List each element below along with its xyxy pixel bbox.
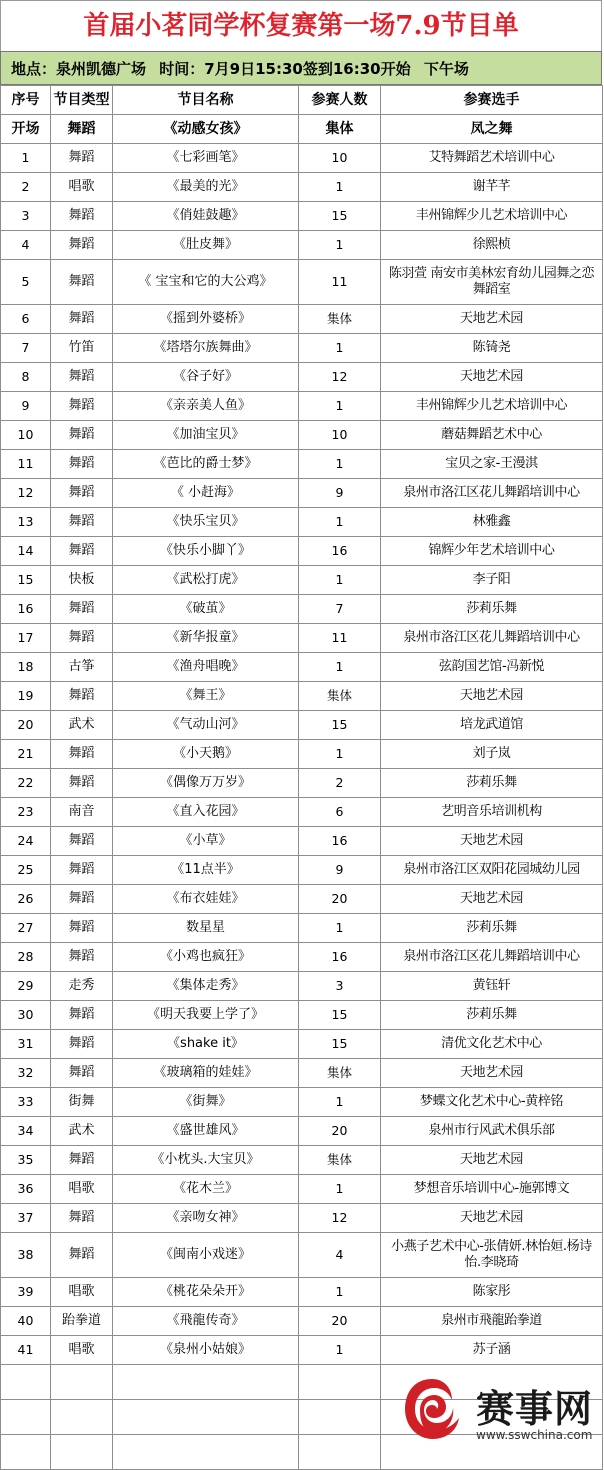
program-type: 武术 xyxy=(51,1117,113,1146)
table-row xyxy=(1,653,603,682)
participant-count: 3 xyxy=(299,972,381,1001)
participant-count: 16 xyxy=(299,827,381,856)
participant-count: 12 xyxy=(299,363,381,392)
participant-count: 20 xyxy=(299,1307,381,1336)
program-name: 《 宝宝和它的大公鸡》 xyxy=(113,260,299,305)
table-row xyxy=(1,827,603,856)
row-number: 11 xyxy=(1,450,51,479)
table-row xyxy=(1,1336,603,1365)
opening-cell: 舞蹈 xyxy=(51,115,113,144)
brand-logo-icon xyxy=(402,1376,462,1442)
participant-name: 陈家彤 xyxy=(381,1278,603,1307)
program-name: 《直入花园》 xyxy=(113,798,299,827)
participant-count: 1 xyxy=(299,1088,381,1117)
program-name: 《盛世雄风》 xyxy=(113,1117,299,1146)
participant-name: 艺明音乐培训机构 xyxy=(381,798,603,827)
participant-count: 4 xyxy=(299,1233,381,1278)
table-row xyxy=(1,1001,603,1030)
table-row xyxy=(1,914,603,943)
program-name: 《玻璃箱的娃娃》 xyxy=(113,1059,299,1088)
participant-count: 11 xyxy=(299,624,381,653)
row-number: 2 xyxy=(1,173,51,202)
program-type: 舞蹈 xyxy=(51,943,113,972)
table-header-row xyxy=(1,86,603,115)
program-type: 舞蹈 xyxy=(51,508,113,537)
program-name: 《小草》 xyxy=(113,827,299,856)
participant-name: 苏子涵 xyxy=(381,1336,603,1365)
row-number: 7 xyxy=(1,334,51,363)
empty-cell xyxy=(51,1400,113,1435)
row-number: 1 xyxy=(1,144,51,173)
participant-count: 6 xyxy=(299,798,381,827)
program-type: 舞蹈 xyxy=(51,740,113,769)
program-type: 舞蹈 xyxy=(51,231,113,260)
program-type: 舞蹈 xyxy=(51,1204,113,1233)
participant-name: 蘑菇舞蹈艺术中心 xyxy=(381,421,603,450)
program-type: 唱歌 xyxy=(51,173,113,202)
table-row xyxy=(1,363,603,392)
program-name: 《破茧》 xyxy=(113,595,299,624)
table-row xyxy=(1,1233,603,1278)
watermark xyxy=(402,1372,598,1450)
program-type: 街舞 xyxy=(51,1088,113,1117)
participant-count: 7 xyxy=(299,595,381,624)
row-number: 4 xyxy=(1,231,51,260)
empty-cell xyxy=(51,1365,113,1400)
participant-name: 刘子岚 xyxy=(381,740,603,769)
opening-row xyxy=(1,115,603,144)
row-number: 16 xyxy=(1,595,51,624)
participant-name: 莎莉乐舞 xyxy=(381,769,603,798)
row-number: 14 xyxy=(1,537,51,566)
event-location: 地点：泉州凯德广场 xyxy=(11,60,147,78)
program-name: 《芭比的爵士梦》 xyxy=(113,450,299,479)
row-number: 39 xyxy=(1,1278,51,1307)
program-name: 《新华报童》 xyxy=(113,624,299,653)
row-number: 21 xyxy=(1,740,51,769)
row-number: 22 xyxy=(1,769,51,798)
program-type: 唱歌 xyxy=(51,1175,113,1204)
program-name: 《shake it》 xyxy=(113,1030,299,1059)
table-row xyxy=(1,260,603,305)
program-name: 《舞王》 xyxy=(113,682,299,711)
header-cell: 参赛人数 xyxy=(299,86,381,115)
opening-cell: 凤之舞 xyxy=(381,115,603,144)
program-name: 《亲亲美人鱼》 xyxy=(113,392,299,421)
participant-name: 小燕子艺术中心-张倩妍.林怡姮.杨诗怡.李晓琦 xyxy=(381,1233,603,1278)
row-number: 10 xyxy=(1,421,51,450)
program-name: 《七彩画笔》 xyxy=(113,144,299,173)
participant-name: 天地艺术园 xyxy=(381,1204,603,1233)
table-row xyxy=(1,566,603,595)
participant-name: 黄钰轩 xyxy=(381,972,603,1001)
program-name: 《明天我要上学了》 xyxy=(113,1001,299,1030)
program-type: 走秀 xyxy=(51,972,113,1001)
row-number: 18 xyxy=(1,653,51,682)
program-type: 竹笛 xyxy=(51,334,113,363)
row-number: 17 xyxy=(1,624,51,653)
table-row xyxy=(1,595,603,624)
program-type: 舞蹈 xyxy=(51,392,113,421)
participant-count: 15 xyxy=(299,1001,381,1030)
participant-count: 集体 xyxy=(299,1059,381,1088)
watermark-url: www.sswchina.com xyxy=(476,1428,593,1442)
header-cell: 参赛选手 xyxy=(381,86,603,115)
table-row xyxy=(1,885,603,914)
program-name: 《街舞》 xyxy=(113,1088,299,1117)
event-session: 下午场 xyxy=(423,60,469,78)
program-name: 《小枕头.大宝贝》 xyxy=(113,1146,299,1175)
empty-cell xyxy=(1,1400,51,1435)
participant-name: 天地艺术园 xyxy=(381,1146,603,1175)
program-type: 舞蹈 xyxy=(51,624,113,653)
empty-cell xyxy=(1,1365,51,1400)
participant-count: 1 xyxy=(299,1278,381,1307)
program-type: 南音 xyxy=(51,798,113,827)
opening-cell: 开场 xyxy=(1,115,51,144)
participant-count: 1 xyxy=(299,566,381,595)
row-number: 36 xyxy=(1,1175,51,1204)
table-row xyxy=(1,1117,603,1146)
participant-count: 1 xyxy=(299,740,381,769)
program-name: 《快乐小脚丫》 xyxy=(113,537,299,566)
program-type: 舞蹈 xyxy=(51,421,113,450)
participant-name: 莎莉乐舞 xyxy=(381,1001,603,1030)
event-info-bar xyxy=(0,51,602,85)
participant-name: 泉州市行风武术俱乐部 xyxy=(381,1117,603,1146)
participant-name: 泉州市洛江区花儿舞蹈培训中心 xyxy=(381,479,603,508)
program-type: 舞蹈 xyxy=(51,682,113,711)
participant-name: 天地艺术园 xyxy=(381,1059,603,1088)
participant-count: 集体 xyxy=(299,1146,381,1175)
participant-name: 锦辉少年艺术培训中心 xyxy=(381,537,603,566)
program-type: 舞蹈 xyxy=(51,144,113,173)
participant-name: 弦韵国艺馆-冯新悦 xyxy=(381,653,603,682)
participant-name: 清优文化艺术中心 xyxy=(381,1030,603,1059)
table-row xyxy=(1,1030,603,1059)
program-name: 《飛龍传奇》 xyxy=(113,1307,299,1336)
program-type: 舞蹈 xyxy=(51,260,113,305)
row-number: 19 xyxy=(1,682,51,711)
row-number: 24 xyxy=(1,827,51,856)
program-type: 武术 xyxy=(51,711,113,740)
program-type: 古筝 xyxy=(51,653,113,682)
program-name: 《俏娃鼓趣》 xyxy=(113,202,299,231)
program-type: 快板 xyxy=(51,566,113,595)
participant-name: 陈羽萱 南安市美林宏育幼儿园舞之恋舞蹈室 xyxy=(381,260,603,305)
program-type: 舞蹈 xyxy=(51,1233,113,1278)
opening-cell: 集体 xyxy=(299,115,381,144)
participant-count: 20 xyxy=(299,885,381,914)
table-row xyxy=(1,450,603,479)
empty-cell xyxy=(113,1365,299,1400)
table-row xyxy=(1,421,603,450)
participant-name: 泉州市洛江区双阳花园城幼儿园 xyxy=(381,856,603,885)
program-name: 《最美的光》 xyxy=(113,173,299,202)
watermark-name: 赛事网 xyxy=(476,1387,594,1431)
table-row xyxy=(1,1146,603,1175)
row-number: 40 xyxy=(1,1307,51,1336)
table-row xyxy=(1,711,603,740)
participant-name: 陈锜尧 xyxy=(381,334,603,363)
table-row xyxy=(1,479,603,508)
opening-cell: 《动感女孩》 xyxy=(113,115,299,144)
table-row xyxy=(1,334,603,363)
program-type: 舞蹈 xyxy=(51,1030,113,1059)
program-name: 《 小赶海》 xyxy=(113,479,299,508)
table-row xyxy=(1,1088,603,1117)
participant-count: 20 xyxy=(299,1117,381,1146)
program-type: 舞蹈 xyxy=(51,479,113,508)
table-row xyxy=(1,856,603,885)
participant-name: 丰州锦辉少儿艺术培训中心 xyxy=(381,202,603,231)
program-type: 唱歌 xyxy=(51,1336,113,1365)
participant-count: 1 xyxy=(299,173,381,202)
table-row xyxy=(1,769,603,798)
row-number: 20 xyxy=(1,711,51,740)
program-type: 舞蹈 xyxy=(51,1146,113,1175)
program-type: 舞蹈 xyxy=(51,885,113,914)
row-number: 13 xyxy=(1,508,51,537)
participant-name: 泉州市洛江区花儿舞蹈培训中心 xyxy=(381,943,603,972)
participant-name: 艾特舞蹈艺术培训中心 xyxy=(381,144,603,173)
empty-cell xyxy=(113,1400,299,1435)
header-cell: 节目类型 xyxy=(51,86,113,115)
program-name: 《渔舟唱晚》 xyxy=(113,653,299,682)
program-type: 舞蹈 xyxy=(51,827,113,856)
participant-name: 李子阳 xyxy=(381,566,603,595)
table-row xyxy=(1,202,603,231)
row-number: 35 xyxy=(1,1146,51,1175)
participant-count: 16 xyxy=(299,537,381,566)
program-type: 唱歌 xyxy=(51,1278,113,1307)
table-row xyxy=(1,173,603,202)
participant-name: 徐熙桢 xyxy=(381,231,603,260)
participant-count: 10 xyxy=(299,144,381,173)
program-type: 舞蹈 xyxy=(51,305,113,334)
row-number: 15 xyxy=(1,566,51,595)
program-name: 《小天鹅》 xyxy=(113,740,299,769)
participant-count: 15 xyxy=(299,711,381,740)
participant-name: 培龙武道馆 xyxy=(381,711,603,740)
participant-name: 梦想音乐培训中心-施郭博文 xyxy=(381,1175,603,1204)
participant-name: 林雅鑫 xyxy=(381,508,603,537)
participant-count: 集体 xyxy=(299,682,381,711)
row-number: 23 xyxy=(1,798,51,827)
header-cell: 序号 xyxy=(1,86,51,115)
participant-name: 梦蝶文化艺术中心-黄梓铭 xyxy=(381,1088,603,1117)
participant-name: 莎莉乐舞 xyxy=(381,914,603,943)
row-number: 9 xyxy=(1,392,51,421)
participant-count: 集体 xyxy=(299,305,381,334)
program-type: 舞蹈 xyxy=(51,914,113,943)
program-name: 《谷子好》 xyxy=(113,363,299,392)
row-number: 27 xyxy=(1,914,51,943)
program-name: 《集体走秀》 xyxy=(113,972,299,1001)
table-row xyxy=(1,392,603,421)
table-row xyxy=(1,682,603,711)
empty-cell xyxy=(113,1435,299,1470)
row-number: 5 xyxy=(1,260,51,305)
program-type: 舞蹈 xyxy=(51,595,113,624)
row-number: 31 xyxy=(1,1030,51,1059)
participant-count: 9 xyxy=(299,479,381,508)
program-name: 《小鸡也疯狂》 xyxy=(113,943,299,972)
table-row xyxy=(1,624,603,653)
participant-count: 1 xyxy=(299,231,381,260)
participant-name: 天地艺术园 xyxy=(381,827,603,856)
program-type: 舞蹈 xyxy=(51,769,113,798)
participant-count: 1 xyxy=(299,450,381,479)
program-name: 《加油宝贝》 xyxy=(113,421,299,450)
table-row xyxy=(1,508,603,537)
participant-name: 天地艺术园 xyxy=(381,363,603,392)
program-type: 跆拳道 xyxy=(51,1307,113,1336)
participant-count: 15 xyxy=(299,1030,381,1059)
row-number: 32 xyxy=(1,1059,51,1088)
row-number: 34 xyxy=(1,1117,51,1146)
program-type: 舞蹈 xyxy=(51,202,113,231)
participant-count: 9 xyxy=(299,856,381,885)
table-row xyxy=(1,144,603,173)
row-number: 26 xyxy=(1,885,51,914)
program-name: 《武松打虎》 xyxy=(113,566,299,595)
row-number: 38 xyxy=(1,1233,51,1278)
empty-cell xyxy=(299,1365,381,1400)
participant-count: 1 xyxy=(299,508,381,537)
program-type: 舞蹈 xyxy=(51,1001,113,1030)
participant-name: 泉州市洛江区花儿舞蹈培训中心 xyxy=(381,624,603,653)
row-number: 29 xyxy=(1,972,51,1001)
header-cell: 节目名称 xyxy=(113,86,299,115)
program-type: 舞蹈 xyxy=(51,856,113,885)
program-type: 舞蹈 xyxy=(51,537,113,566)
participant-count: 1 xyxy=(299,914,381,943)
program-name: 《闽南小戏迷》 xyxy=(113,1233,299,1278)
participant-name: 宝贝之家-王漫淇 xyxy=(381,450,603,479)
program-name: 《快乐宝贝》 xyxy=(113,508,299,537)
table-row xyxy=(1,305,603,334)
participant-name: 天地艺术园 xyxy=(381,885,603,914)
table-row xyxy=(1,1204,603,1233)
row-number: 33 xyxy=(1,1088,51,1117)
program-type: 舞蹈 xyxy=(51,1059,113,1088)
empty-cell xyxy=(299,1400,381,1435)
participant-count: 12 xyxy=(299,1204,381,1233)
empty-cell xyxy=(1,1435,51,1470)
program-name: 数星星 xyxy=(113,914,299,943)
participant-count: 2 xyxy=(299,769,381,798)
participant-name: 谢芊芊 xyxy=(381,173,603,202)
table-row xyxy=(1,740,603,769)
participant-name: 丰州锦辉少儿艺术培训中心 xyxy=(381,392,603,421)
participant-name: 天地艺术园 xyxy=(381,305,603,334)
participant-count: 11 xyxy=(299,260,381,305)
program-name: 《肚皮舞》 xyxy=(113,231,299,260)
program-name: 《桃花朵朵开》 xyxy=(113,1278,299,1307)
empty-cell xyxy=(299,1435,381,1470)
program-name: 《气动山河》 xyxy=(113,711,299,740)
row-number: 25 xyxy=(1,856,51,885)
row-number: 6 xyxy=(1,305,51,334)
table-row xyxy=(1,972,603,1001)
participant-name: 莎莉乐舞 xyxy=(381,595,603,624)
table-row xyxy=(1,1307,603,1336)
empty-cell xyxy=(51,1435,113,1470)
participant-count: 1 xyxy=(299,653,381,682)
program-type: 舞蹈 xyxy=(51,450,113,479)
program-name: 《布衣娃娃》 xyxy=(113,885,299,914)
row-number: 12 xyxy=(1,479,51,508)
row-number: 30 xyxy=(1,1001,51,1030)
program-name: 《摇到外婆桥》 xyxy=(113,305,299,334)
program-name: 《亲吻女神》 xyxy=(113,1204,299,1233)
participant-count: 10 xyxy=(299,421,381,450)
table-row xyxy=(1,537,603,566)
table-row xyxy=(1,1175,603,1204)
event-time: 时间：7月9日15:30签到16:30开始 xyxy=(159,60,411,78)
table-row xyxy=(1,1278,603,1307)
table-row xyxy=(1,231,603,260)
program-name: 《11点半》 xyxy=(113,856,299,885)
participant-count: 1 xyxy=(299,1336,381,1365)
program-name: 《塔塔尔族舞曲》 xyxy=(113,334,299,363)
participant-count: 1 xyxy=(299,334,381,363)
participant-count: 1 xyxy=(299,1175,381,1204)
program-name: 《泉州小姑娘》 xyxy=(113,1336,299,1365)
row-number: 37 xyxy=(1,1204,51,1233)
page-title: 首届小茗同学杯复赛第一场7.9节目单 xyxy=(0,0,602,51)
participant-name: 天地艺术园 xyxy=(381,682,603,711)
row-number: 28 xyxy=(1,943,51,972)
participant-count: 1 xyxy=(299,392,381,421)
row-number: 8 xyxy=(1,363,51,392)
table-row xyxy=(1,798,603,827)
row-number: 3 xyxy=(1,202,51,231)
program-type: 舞蹈 xyxy=(51,363,113,392)
table-row xyxy=(1,1059,603,1088)
program-name: 《偶像万万岁》 xyxy=(113,769,299,798)
table-row xyxy=(1,943,603,972)
participant-count: 16 xyxy=(299,943,381,972)
participant-name: 泉州市飛龍跆拳道 xyxy=(381,1307,603,1336)
participant-count: 15 xyxy=(299,202,381,231)
program-table xyxy=(0,85,603,1470)
row-number: 41 xyxy=(1,1336,51,1365)
program-name: 《花木兰》 xyxy=(113,1175,299,1204)
